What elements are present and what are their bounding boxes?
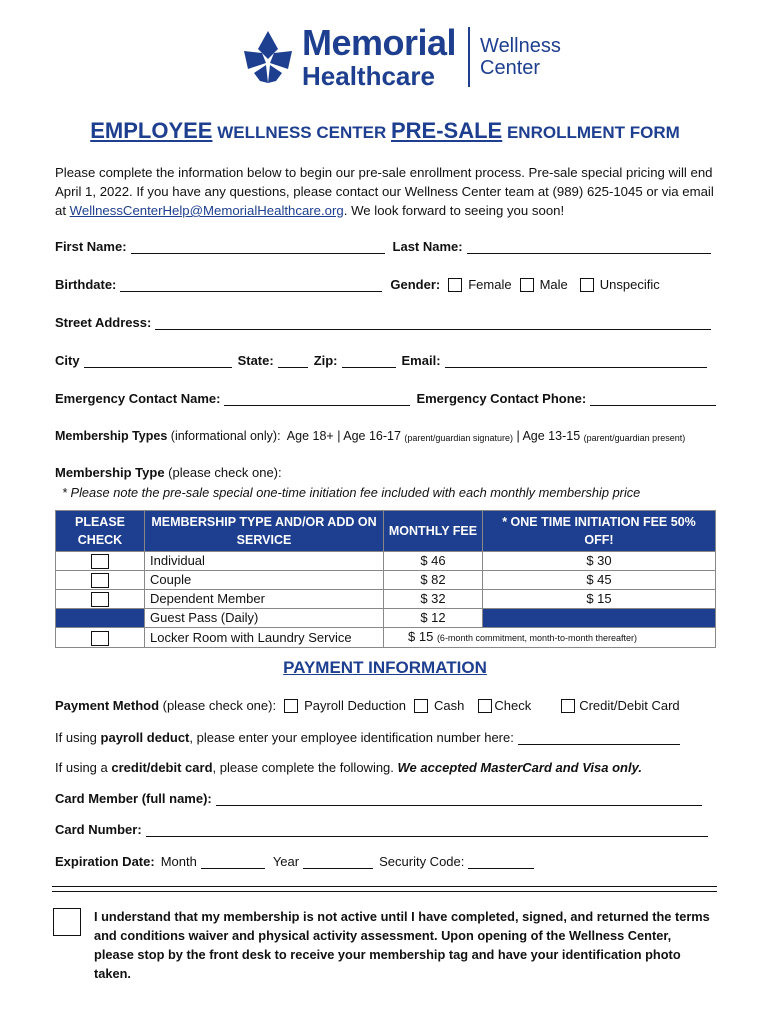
acknowledgement-text: I understand that my membership is not active until I have completed, signed, and returned the terms and conditions waiver and physical activity assessment. Upon opening of the Wellness Center, please stop by the front desk to receive your membership tag and have your identification photo taken. <box>94 909 710 981</box>
emergency-name-field[interactable] <box>224 393 410 406</box>
birthdate-gender-row <box>55 277 660 292</box>
table-row: Dependent Member $ 32 $ 15 <box>56 590 716 609</box>
table-row: Guest Pass (Daily) $ 12 <box>56 609 716 628</box>
card-number-row: Card Number: <box>55 822 714 837</box>
name-row <box>55 239 717 254</box>
couple-checkbox[interactable] <box>91 573 109 588</box>
dependent-checkbox[interactable] <box>91 592 109 607</box>
first-name-field[interactable] <box>131 241 385 254</box>
last-name-label: Last Name: <box>392 239 463 254</box>
table-row: Individual $ 46 $ 30 <box>56 552 716 571</box>
membership-type-heading: Membership Type (please check one): <box>55 465 282 480</box>
emergency-phone-label: Emergency Contact Phone: <box>416 391 587 406</box>
exp-year-field[interactable] <box>303 856 373 869</box>
state-field[interactable] <box>278 355 308 368</box>
employee-id-field[interactable] <box>518 732 680 745</box>
logo-name-line1: Memorial <box>302 22 457 63</box>
credit-debit-checkbox[interactable] <box>561 699 575 713</box>
security-code-field[interactable] <box>468 856 534 869</box>
payroll-deduction-checkbox[interactable] <box>284 699 298 713</box>
col-header-fee: MONTHLY FEE <box>384 511 483 552</box>
card-member-row: Card Member (full name): <box>55 791 708 806</box>
gender-label: Gender: <box>390 277 441 292</box>
payment-method-row: Payment Method (please check one): Payroll Deduction Cash Check Credit/Debit Card <box>55 698 680 713</box>
emergency-phone-field[interactable] <box>590 393 716 406</box>
gender-unspecific-label: Unspecific <box>599 277 660 292</box>
card-number-field[interactable] <box>146 824 708 837</box>
zip-field[interactable] <box>342 355 396 368</box>
birthdate-field[interactable] <box>120 279 382 292</box>
memorial-healthcare-logo <box>240 22 561 92</box>
gender-unspecific-checkbox[interactable] <box>580 278 594 292</box>
gender-female-label: Female <box>468 277 512 292</box>
table-row: Couple $ 82 $ 45 <box>56 571 716 590</box>
divider-line <box>52 886 717 887</box>
last-name-field[interactable] <box>467 241 711 254</box>
state-label: State: <box>237 353 274 368</box>
col-header-check: PLEASE CHECK <box>56 511 145 552</box>
expiration-row: Expiration Date: Month Year Security Code: <box>55 854 540 869</box>
divider-line <box>52 891 717 892</box>
gender-male-checkbox[interactable] <box>520 278 534 292</box>
gender-female-checkbox[interactable] <box>448 278 462 292</box>
first-name-label: First Name: <box>55 239 127 254</box>
cash-checkbox[interactable] <box>414 699 428 713</box>
initiation-fee-footnote: * Please note the pre-sale special one-time initiation fee included with each monthly membership price <box>62 485 641 500</box>
email-label: Email: <box>401 353 441 368</box>
help-email-link[interactable]: WellnessCenterHelp@MemorialHealthcare.org <box>69 203 344 218</box>
city-label: City <box>55 353 80 368</box>
city-field[interactable] <box>84 355 232 368</box>
col-header-init: * ONE TIME INITIATION FEE 50% OFF! <box>483 511 716 552</box>
street-label: Street Address: <box>55 315 152 330</box>
email-field[interactable] <box>445 355 707 368</box>
gender-male-label: Male <box>539 277 568 292</box>
form-title: EMPLOYEE WELLNESS CENTER PRE-SALE ENROLLMENT FORM <box>90 118 680 143</box>
logo-star-icon <box>240 29 296 85</box>
individual-checkbox[interactable] <box>91 554 109 569</box>
logo-divider <box>468 27 470 87</box>
check-checkbox[interactable] <box>478 699 492 713</box>
street-row <box>55 315 717 330</box>
logo-name-line2: Healthcare <box>302 61 435 91</box>
table-row: Locker Room with Laundry Service $ 15 (6-month commitment, month-to-month thereafter) <box>56 628 716 648</box>
emergency-name-label: Emergency Contact Name: <box>55 391 221 406</box>
intro-paragraph: Please complete the information below to begin our pre-sale enrollment process. Pre-sale special pricing will end April 1, 2022. If you have any questions, please contact our Wellness Center team at (989) 625-1045 or via email at WellnessCenterHelp@MemorialHealthcare.org. We look forward to seeing you soon! <box>55 165 714 218</box>
membership-types-info: Membership Types (informational only): Age 18+ | Age 16-17 (parent/guardian signature) | Age 13-15 (parent/guardian present) <box>55 429 686 443</box>
zip-label: Zip: <box>313 353 338 368</box>
card-info-row: If using a credit/debit card , please complete the following. We accepted MasterCard and Visa only. <box>55 760 642 775</box>
locker-room-checkbox[interactable] <box>91 631 109 646</box>
city-row <box>55 353 713 368</box>
birthdate-label: Birthdate: <box>55 277 117 292</box>
membership-table <box>55 510 716 648</box>
acknowledgement-checkbox[interactable] <box>53 908 81 936</box>
emergency-row <box>55 391 722 406</box>
street-field[interactable] <box>155 317 711 330</box>
payroll-row: If using payroll deduct , please enter your employee identification number here: <box>55 730 686 745</box>
logo-sub-line2: Center <box>480 57 541 79</box>
payment-title: PAYMENT INFORMATION <box>283 658 487 677</box>
card-member-field[interactable] <box>216 793 702 806</box>
exp-month-field[interactable] <box>201 856 265 869</box>
logo-sub-line1: Wellness <box>480 35 561 57</box>
col-header-type: MEMBERSHIP TYPE AND/OR ADD ON SERVICE <box>145 511 384 552</box>
